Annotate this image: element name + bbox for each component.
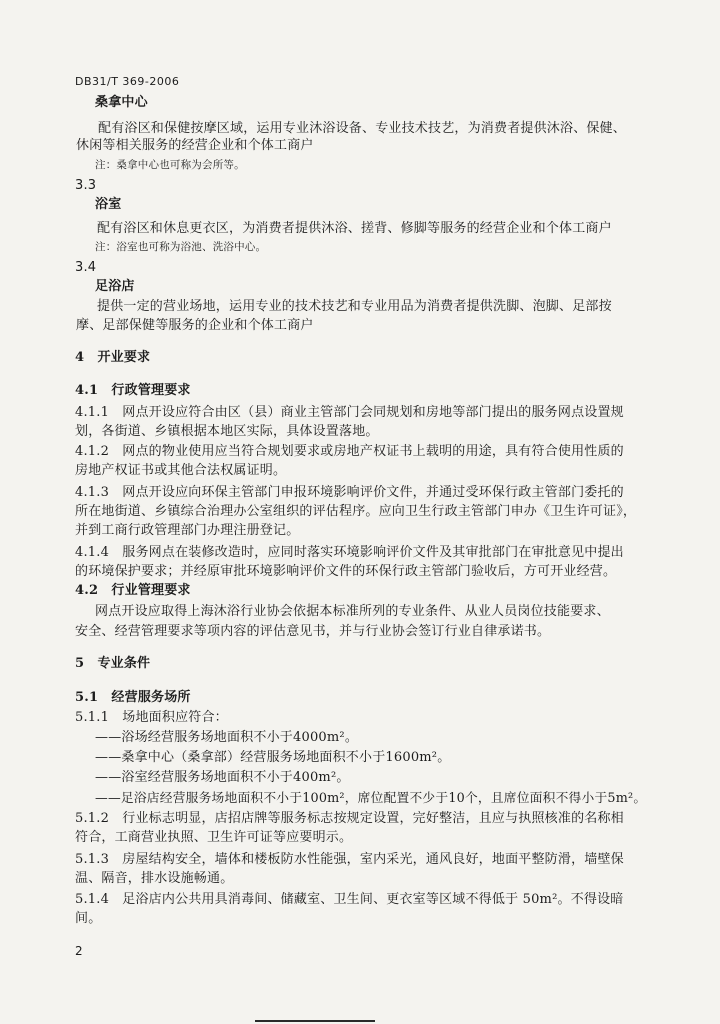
list-item-foot-spa-area: ——足浴店经营服务场地面积不小于100m²，席位配置不少于10个，且席位面积不得小于5m²。 [95,791,647,806]
clause-4-1-2-cont: 房地产权证书或其他合法权属证明。 [75,463,287,478]
page-number: 2 [75,944,83,958]
section-4-2-text: 网点开设应取得上海沐浴行业协会依据本标准所列的专业条件、从业人员岗位技能要求、 [95,604,610,619]
section-3-3-text: 配有浴区和休息更衣区，为消费者提供沐浴、搓背、修脚等服务的经营企业和个体工商户 [97,221,612,236]
clause-4-1-1-cont: 划，各街道、乡镇根据本地区实际，具体设置落地。 [75,424,379,439]
clause-5-1-3: 5.1.3 房屋结构安全，墙体和楼板防水性能强，室内采光，通风良好，地面平整防滑，墙壁保 [75,852,624,867]
clause-5-1-4-cont: 间。 [75,911,102,926]
section-3-2-text-cont: 休闲等相关服务的经营企业和个体工商户 [76,138,314,153]
section-3-4-text: 提供一定的营业场地，运用专业的技术技艺和专业用品为消费者提供洗脚、泡脚、足部按 [97,299,612,314]
clause-4-1-4: 4.1.4 服务网点在装修改造时，应同时落实环境影响评价文件及其审批部门在审批意见中提出 [75,545,624,560]
clause-4-1-2: 4.1.2 网点的物业使用应当符合规划要求或房地产权证书上载明的用途，具有符合使用性质的 [75,444,624,459]
clause-4-1-3-cont: 所在地街道、乡镇综合治理办公室组织的评估程序。应向卫生行政主管部门申办《卫生许可证》， [75,504,637,519]
section-5-1-heading: 5.1 经营服务场所 [75,690,191,705]
section-3-4-title: 足浴店 [95,279,135,294]
section-3-3-note: 注：浴室也可称为浴池、洗浴中心。 [95,241,267,253]
section-4-heading: 4 开业要求 [75,350,151,365]
scan-edge-mark [255,1020,375,1022]
list-item-bath-area: ——浴场经营服务场地面积不小于4000m²。 [95,730,359,745]
standard-code: DB31/T 369-2006 [75,75,180,88]
section-3-3-number: 3.3 [75,178,97,193]
section-3-2-note: 注：桑拿中心也可称为会所等。 [95,159,245,171]
clause-4-1-3-cont-2: 并到工商行政管理部门办理注册登记。 [75,523,300,538]
clause-4-1-3: 4.1.3 网点开设应向环保主管部门申报环境影响评价文件，并通过受环保行政主管部门委托的 [75,485,624,500]
section-4-2-heading: 4.2 行业管理要求 [75,583,191,598]
section-3-2-title: 桑拿中心 [95,95,148,110]
clause-4-1-4-cont: 的环境保护要求；并经原审批环境影响评价文件的环保行政主管部门验收后，方可开业经营。 [75,564,617,579]
section-5-heading: 5 专业条件 [75,656,151,671]
section-4-2-text-cont: 安全、经营管理要求等项内容的评估意见书，并与行业协会签订行业自律承诺书。 [75,624,551,639]
clause-5-1-1: 5.1.1 场地面积应符合： [75,710,228,725]
list-item-sauna-area: ——桑拿中心（桑拿部）经营服务场地面积不小于1600m²。 [95,750,451,765]
clause-4-1-1: 4.1.1 网点开设应符合由区（县）商业主管部门会同规划和房地等部门提出的服务网点设置规 [75,405,624,420]
section-3-3-title: 浴室 [95,197,122,212]
section-3-4-text-cont: 摩、足部保健等服务的企业和个体工商户 [76,318,314,333]
section-4-1-heading: 4.1 行政管理要求 [75,383,191,398]
clause-5-1-3-cont: 温、隔音，排水设施畅通。 [75,871,234,886]
clause-5-1-2-cont: 符合，工商营业执照、卫生许可证等应要明示。 [75,830,353,845]
section-3-4-number: 3.4 [75,260,97,275]
section-3-2-text: 配有浴区和保健按摩区域，运用专业沐浴设备、专业技术技艺，为消费者提供沐浴、保健、 [98,121,627,136]
clause-5-1-2: 5.1.2 行业标志明显，店招店牌等服务标志按规定设置，完好整洁，且应与执照核准的名称相 [75,811,624,826]
clause-5-1-4: 5.1.4 足浴店内公共用具消毒间、储藏室、卫生间、更衣室等区域不得低于 50m²。不得设暗 [75,892,624,907]
list-item-bathhouse-area: ——浴室经营服务场地面积不小于400m²。 [95,770,350,785]
